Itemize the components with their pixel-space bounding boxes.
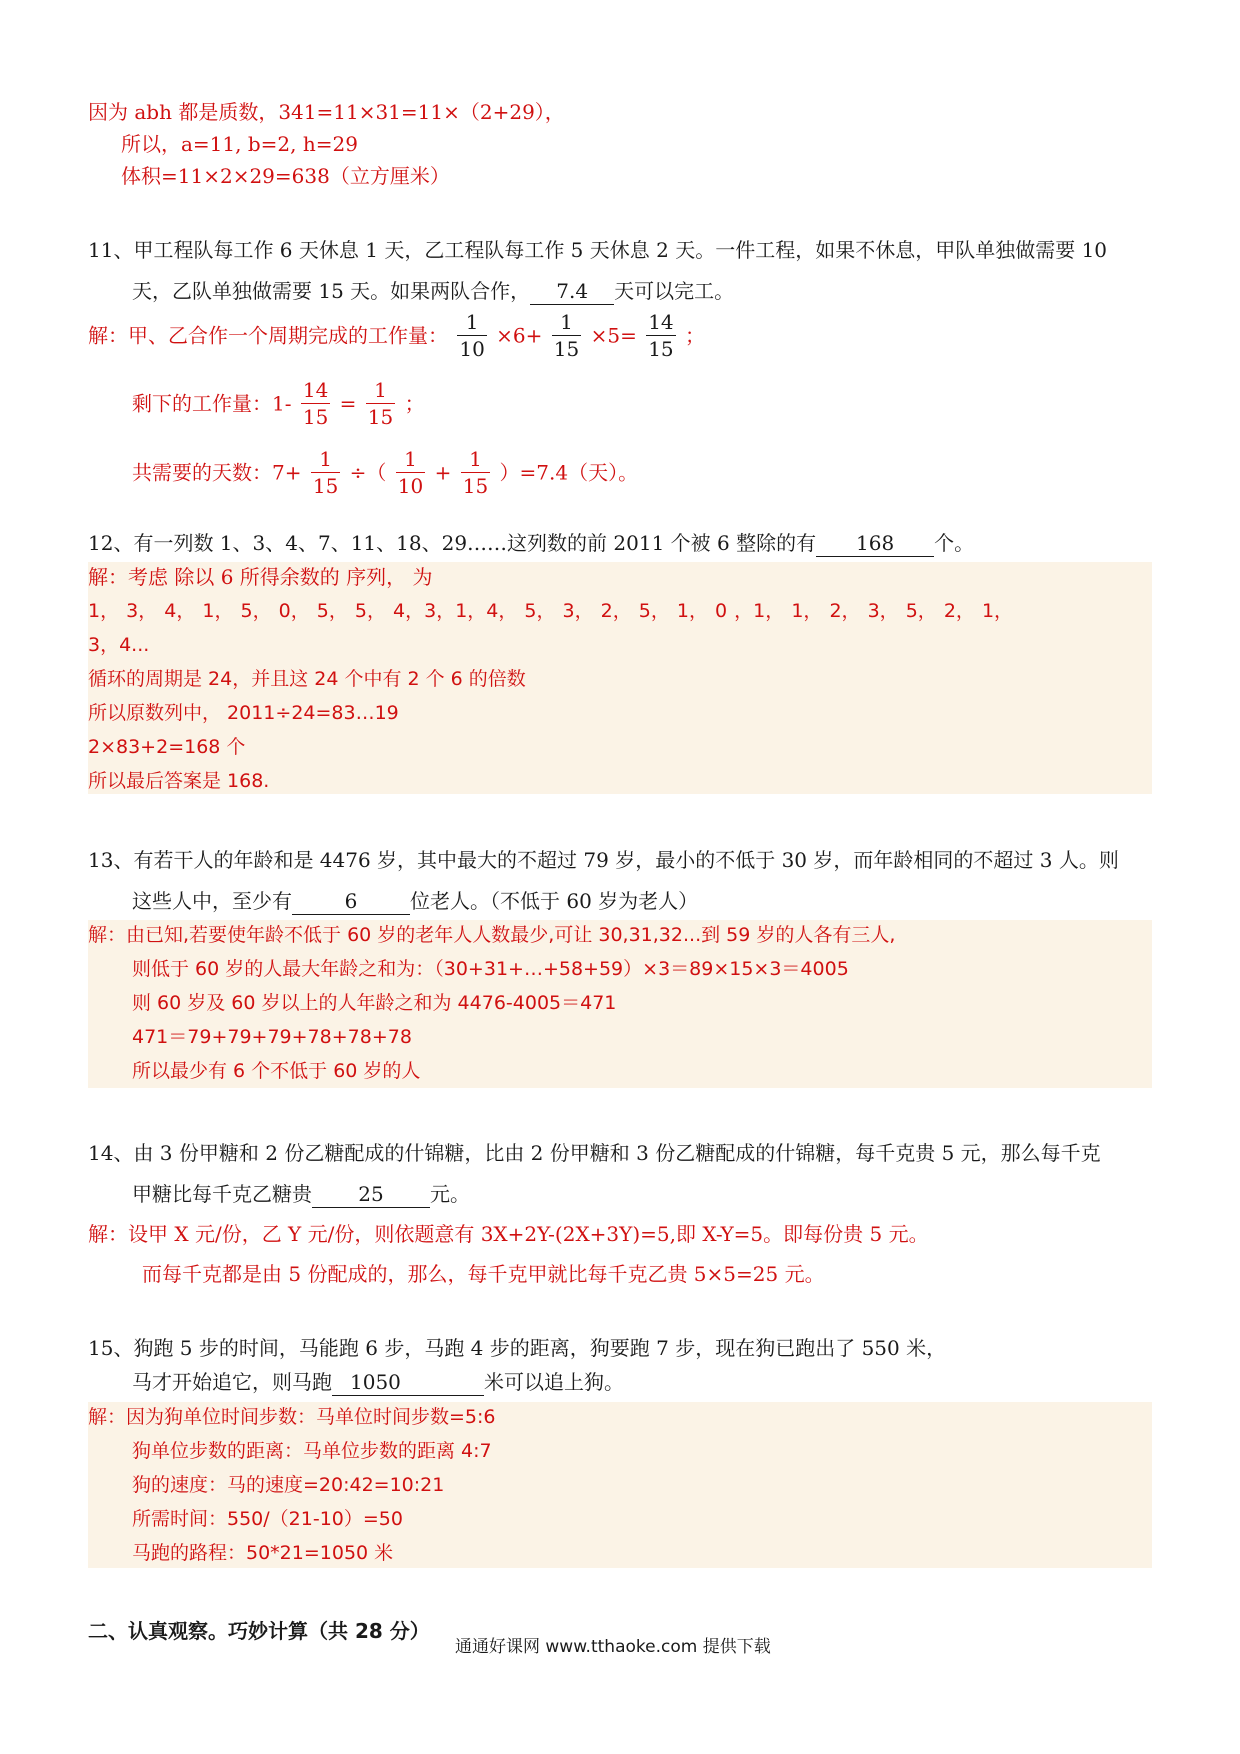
q14-text-post: 元。 <box>430 1182 470 1206</box>
prev-line-2: 所以，a=11, b=2, h=29 <box>121 132 358 156</box>
q11-line-2 <box>132 276 734 306</box>
q11-answer-blank: 7.4 <box>530 278 614 305</box>
q13-line-2 <box>132 886 698 916</box>
op: + <box>434 460 452 485</box>
fraction: $\frac{1}{10}$ <box>397 447 424 498</box>
q15-solution-line-4: 所需时间：550/（21-10）=50 <box>132 1508 403 1530</box>
op: = <box>339 391 357 416</box>
q13-text-pre: 这些人中，至少有 <box>132 889 292 913</box>
q13-solution-line-4: 471＝79+79+79+78+78+78 <box>132 1026 412 1048</box>
q14-line-1: 14、由 3 份甲糖和 2 份乙糖配成的什锦糖，比由 2 份甲糖和 3 份乙糖配成的什锦糖，每千克贵 5 元，那么每千克 <box>88 1141 1101 1165</box>
q15-line-1: 15、狗跑 5 步的时间，马能跑 6 步，马跑 4 步的距离，狗要跑 7 步，现在狗已跑出了 550 米， <box>88 1336 947 1360</box>
section-title: 二、认真观察。巧妙计算（共 28 分） <box>88 1619 430 1643</box>
q11-line-1: 11、甲工程队每工作 6 天休息 1 天，乙工程队每工作 5 天休息 2 天。一件工程，如果不休息，甲队单独做需要 10 <box>88 238 1108 262</box>
q13-text-post: 位老人。（不低于 60 岁为老人） <box>410 889 699 913</box>
fraction: $\frac{1}{15}$ <box>553 310 580 361</box>
fraction: $\frac{1}{15}$ <box>367 378 394 429</box>
q11-solution-line-2 <box>132 372 425 434</box>
q13-solution-line-5: 所以最少有 6 个不低于 60 岁的人 <box>132 1060 421 1082</box>
q15-solution-line-5: 马跑的路程：50*21=1050 米 <box>132 1542 394 1564</box>
q14-text-pre: 甲糖比每千克乙糖贵 <box>132 1182 312 1206</box>
q14-solution-line-1: 解：设甲 X 元/份，乙 Y 元/份，则依题意有 3X+2Y-(2X+3Y)=5,即 X-Y=5。即每份贵 5 元。 <box>88 1222 929 1246</box>
q14-line-2 <box>132 1179 470 1209</box>
fraction: $\frac{1}{15}$ <box>312 447 339 498</box>
q11-text-post: 天可以完工。 <box>614 279 735 303</box>
op: ÷（ <box>349 460 387 485</box>
q11-sol1-text: 解：甲、乙合作一个周期完成的工作量： <box>88 323 448 348</box>
q15-text-pre: 马才开始追它，则马跑 <box>132 1370 332 1394</box>
q12-text-pre: 12、有一列数 1、3、4、7、11、18、29……这列数的前 2011 个被 6 整除的有 <box>88 531 817 555</box>
fraction: $\frac{14}{15}$ <box>302 378 329 429</box>
q11-sol3-text: 共需要的天数：7+ <box>132 460 302 485</box>
q15-text-post: 米可以追上狗。 <box>484 1370 624 1394</box>
q13-solution-line-1: 解：由已知,若要使年龄不低于 60 岁的老年人人数最少,可让 30,31,32...到 59 岁的人各有三人, <box>88 924 896 946</box>
q11-sol3-post: ）=7.4（天）。 <box>499 460 639 485</box>
op: ×5= <box>590 323 637 348</box>
q12-solution-line-4: 循环的周期是 24，并且这 24 个中有 2 个 6 的倍数 <box>88 668 526 690</box>
q12-solution-line-3: 3，4... <box>88 634 150 656</box>
q12-answer-blank: 168 <box>816 530 934 557</box>
q12-solution-line-7: 所以最后答案是 168. <box>88 770 270 792</box>
footer-source: 通通好课网 www.tthaoke.com 提供下载 <box>455 1637 771 1657</box>
q15-answer-blank: 1050 <box>332 1369 484 1396</box>
q14-answer-blank: 25 <box>312 1181 430 1208</box>
q13-line-1: 13、有若干人的年龄和是 4476 岁，其中最大的不超过 79 岁，最小的不低于 30 岁，而年龄相同的不超过 3 人。则 <box>88 848 1119 872</box>
q13-answer-blank: 6 <box>292 888 410 915</box>
q15-solution-line-1: 解：因为狗单位时间步数：马单位时间步数=5:6 <box>88 1406 496 1428</box>
q11-text-pre: 天，乙队单独做需要 15 天。如果两队合作， <box>132 279 531 303</box>
q11-solution-line-1 <box>88 304 705 366</box>
fraction: $\frac{14}{15}$ <box>648 310 674 361</box>
q12-solution-line-1: 解：考虑 除以 6 所得余数的 序列， 为 <box>88 565 433 589</box>
q12-solution-line-5: 所以原数列中， 2011÷24=83…19 <box>88 702 399 724</box>
fraction: $\frac{1}{15}$ <box>462 447 489 498</box>
q15-line-2 <box>132 1367 624 1397</box>
q12-text-post: 个。 <box>934 531 975 555</box>
prev-line-3: 体积=11×2×29=638（立方厘米） <box>121 164 450 188</box>
q11-solution-line-3 <box>132 441 638 503</box>
q12-solution-line-6: 2×83+2=168 个 <box>88 736 246 758</box>
q13-solution-line-2: 则低于 60 岁的人最大年龄之和为：（30+31+…+58+59）×3＝89×15×3＝4005 <box>132 958 849 980</box>
prev-line-1: 因为 abh 都是质数，341=11×31=11×（2+29）， <box>88 100 565 124</box>
q11-sol2-text: 剩下的工作量：1- <box>132 391 292 416</box>
q12-line-1 <box>88 528 974 558</box>
op: ； <box>685 323 706 348</box>
q14-solution-line-2: 而每千克都是由 5 份配成的，那么，每千克甲就比每千克乙贵 5×5=25 元。 <box>142 1262 825 1286</box>
op: ×6+ <box>496 323 543 348</box>
q12-solution-line-2: 1， 3， 4， 1， 5， 0， 5， 5， 4，3，1，4， 5， 3， 2， 5， 1， 0 ，1， 1， 2， 3， 5， 2， 1， <box>88 600 1014 622</box>
op: ； <box>404 391 425 416</box>
q15-solution-line-2: 狗单位步数的距离：马单位步数的距离 4:7 <box>132 1440 492 1462</box>
q15-solution-line-3: 狗的速度：马的速度=20:42=10:21 <box>132 1474 445 1496</box>
fraction: $\frac{1}{10}$ <box>459 310 485 361</box>
q13-solution-line-3: 则 60 岁及 60 岁以上的人年龄之和为 4476-4005＝471 <box>132 992 617 1014</box>
